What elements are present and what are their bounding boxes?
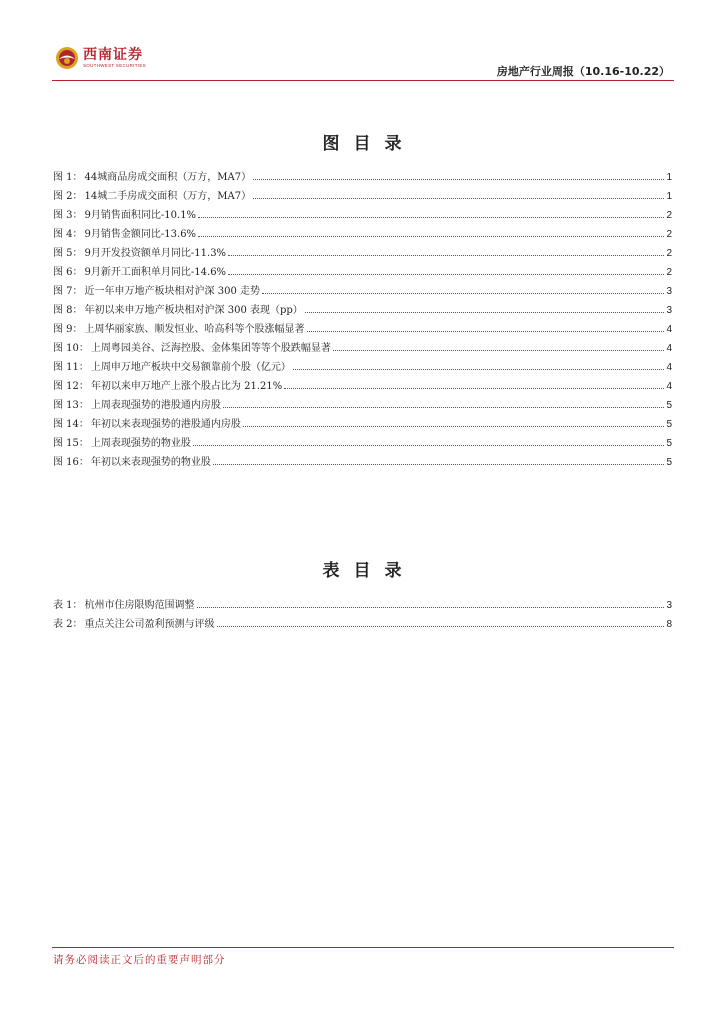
toc-entry-label xyxy=(53,615,215,634)
toc-entry-number: 图 5： xyxy=(53,248,83,259)
toc-entry-text: 年初以来申万地产板块相对沪深 300 表现（pp） xyxy=(84,305,303,316)
toc-dot-leader xyxy=(193,445,664,446)
toc-page-number: 4 xyxy=(666,324,672,335)
toc-dot-leader xyxy=(253,179,664,180)
toc-dot-leader xyxy=(253,198,664,199)
toc-entry-label xyxy=(53,263,226,282)
toc-page-number: 2 xyxy=(666,210,672,221)
toc-entry-number: 图 14： xyxy=(53,419,89,430)
toc-entry[interactable] xyxy=(53,206,672,225)
toc-entry-label xyxy=(53,187,251,206)
toc-dot-leader xyxy=(217,626,664,627)
toc-entry-text: 44城商品房成交面积（万方，MA7） xyxy=(84,172,252,183)
toc-entry-text: 上周粤园美谷、泛海控股、金体集团等等个股跌幅显著 xyxy=(90,343,331,354)
toc-dot-leader xyxy=(198,217,664,218)
toc-entry-label xyxy=(53,339,331,358)
toc-entry-text: 近一年申万地产板块相对沪深 300 走势 xyxy=(84,286,260,297)
toc-page-number: 4 xyxy=(666,381,672,392)
toc-dot-leader xyxy=(197,607,664,608)
tables-toc-list xyxy=(53,596,672,634)
toc-entry[interactable] xyxy=(53,282,672,301)
toc-entry-label xyxy=(53,596,195,615)
toc-entry-text: 上周华丽家族、顺发恒业、哈高科等个股涨幅显著 xyxy=(84,324,305,335)
toc-entry-label xyxy=(53,225,196,244)
toc-entry-label xyxy=(53,358,291,377)
toc-entry-label xyxy=(53,453,211,472)
toc-entry-number: 图 9： xyxy=(53,324,83,335)
toc-dot-leader xyxy=(293,369,664,370)
logo-chinese-name: 西南证券 xyxy=(83,46,143,63)
toc-entry-number: 图 7： xyxy=(53,286,83,297)
footer-divider xyxy=(52,947,674,948)
report-title: 房地产行业周报（10.16-10.22） xyxy=(496,65,670,78)
toc-dot-leader xyxy=(333,350,664,351)
toc-entry-label xyxy=(53,377,282,396)
toc-entry-text: 14城二手房成交面积（万方，MA7） xyxy=(84,191,252,202)
figures-toc-title: 图目录 xyxy=(322,134,416,154)
toc-dot-leader xyxy=(198,236,664,237)
toc-page-number: 5 xyxy=(666,438,672,449)
toc-entry[interactable] xyxy=(53,187,672,206)
figures-toc-list xyxy=(53,168,672,472)
toc-entry[interactable] xyxy=(53,320,672,339)
toc-entry-label xyxy=(53,282,260,301)
toc-dot-leader xyxy=(305,312,664,313)
toc-entry[interactable] xyxy=(53,396,672,415)
toc-entry-text: 年初以来申万地产上涨个股占比为 21.21% xyxy=(90,381,283,392)
toc-entry-label xyxy=(53,206,196,225)
toc-dot-leader xyxy=(284,388,664,389)
toc-page-number: 5 xyxy=(666,419,672,430)
toc-entry-text: 9月销售面积同比-10.1% xyxy=(84,210,197,221)
toc-entry-label xyxy=(53,320,305,339)
toc-entry[interactable] xyxy=(53,263,672,282)
toc-entry-number: 图 3： xyxy=(53,210,83,221)
toc-entry-text: 年初以来表现强势的物业股 xyxy=(90,457,211,468)
toc-dot-leader xyxy=(223,407,664,408)
toc-page-number: 2 xyxy=(666,229,672,240)
toc-entry-number: 表 2： xyxy=(53,619,83,630)
toc-entry-text: 年初以来表现强势的港股通内房股 xyxy=(90,419,241,430)
toc-entry-label xyxy=(53,396,221,415)
toc-entry-label xyxy=(53,434,191,453)
toc-entry[interactable] xyxy=(53,596,672,615)
toc-dot-leader xyxy=(243,426,664,427)
toc-dot-leader xyxy=(262,293,664,294)
toc-page-number: 3 xyxy=(666,600,672,611)
toc-page-number: 5 xyxy=(666,400,672,411)
toc-entry-number: 图 10： xyxy=(53,343,89,354)
toc-page-number: 2 xyxy=(666,248,672,259)
toc-entry[interactable] xyxy=(53,358,672,377)
toc-page-number: 8 xyxy=(666,619,672,630)
toc-entry-number: 图 15： xyxy=(53,438,89,449)
logo-emblem-icon xyxy=(55,46,79,70)
toc-page-number: 4 xyxy=(666,362,672,373)
logo-english-name: SOUTHWEST SECURITIES xyxy=(83,62,146,68)
toc-entry[interactable] xyxy=(53,377,672,396)
toc-entry[interactable] xyxy=(53,168,672,187)
toc-dot-leader xyxy=(307,331,664,332)
toc-entry-label xyxy=(53,415,241,434)
company-logo xyxy=(55,46,146,70)
toc-entry-text: 9月开发投资额单月同比-11.3% xyxy=(84,248,227,259)
tables-toc-title: 表目录 xyxy=(322,561,416,581)
toc-page-number: 3 xyxy=(666,286,672,297)
toc-entry-text: 重点关注公司盈利预测与评级 xyxy=(84,619,215,630)
toc-entry[interactable] xyxy=(53,225,672,244)
toc-entry[interactable] xyxy=(53,615,672,634)
toc-entry-number: 图 16： xyxy=(53,457,89,468)
footer-disclaimer: 请务必阅读正文后的重要声明部分 xyxy=(53,954,226,966)
toc-entry-text: 9月销售金额同比-13.6% xyxy=(84,229,197,240)
header-divider xyxy=(52,80,674,81)
toc-entry-text: 上周表现强势的物业股 xyxy=(90,438,191,449)
toc-entry-number: 图 6： xyxy=(53,267,83,278)
toc-dot-leader xyxy=(228,274,664,275)
toc-entry-text: 上周申万地产板块中交易额靠前个股（亿元） xyxy=(90,362,291,373)
toc-entry[interactable] xyxy=(53,434,672,453)
toc-entry-text: 9月新开工面积单月同比-14.6% xyxy=(84,267,227,278)
toc-entry-number: 图 11： xyxy=(53,362,89,373)
toc-entry-number: 图 1： xyxy=(53,172,83,183)
toc-page-number: 4 xyxy=(666,343,672,354)
toc-entry[interactable] xyxy=(53,415,672,434)
toc-page-number: 1 xyxy=(666,191,672,202)
toc-entry-number: 图 12： xyxy=(53,381,89,392)
toc-page-number: 3 xyxy=(666,305,672,316)
toc-entry-number: 图 13： xyxy=(53,400,89,411)
toc-entry-label xyxy=(53,168,251,187)
toc-entry-label xyxy=(53,244,226,263)
toc-entry-text: 杭州市住房限购范围调整 xyxy=(84,600,195,611)
toc-dot-leader xyxy=(213,464,664,465)
toc-entry-label xyxy=(53,301,303,320)
toc-entry-number: 图 8： xyxy=(53,305,83,316)
toc-entry-number: 图 2： xyxy=(53,191,83,202)
toc-dot-leader xyxy=(228,255,664,256)
toc-entry[interactable] xyxy=(53,339,672,358)
toc-entry-number: 表 1： xyxy=(53,600,83,611)
toc-entry-number: 图 4： xyxy=(53,229,83,240)
toc-entry[interactable] xyxy=(53,244,672,263)
toc-page-number: 2 xyxy=(666,267,672,278)
toc-entry[interactable] xyxy=(53,453,672,472)
toc-page-number: 5 xyxy=(666,457,672,468)
toc-page-number: 1 xyxy=(666,172,672,183)
toc-entry[interactable] xyxy=(53,301,672,320)
toc-entry-text: 上周表现强势的港股通内房股 xyxy=(90,400,221,411)
